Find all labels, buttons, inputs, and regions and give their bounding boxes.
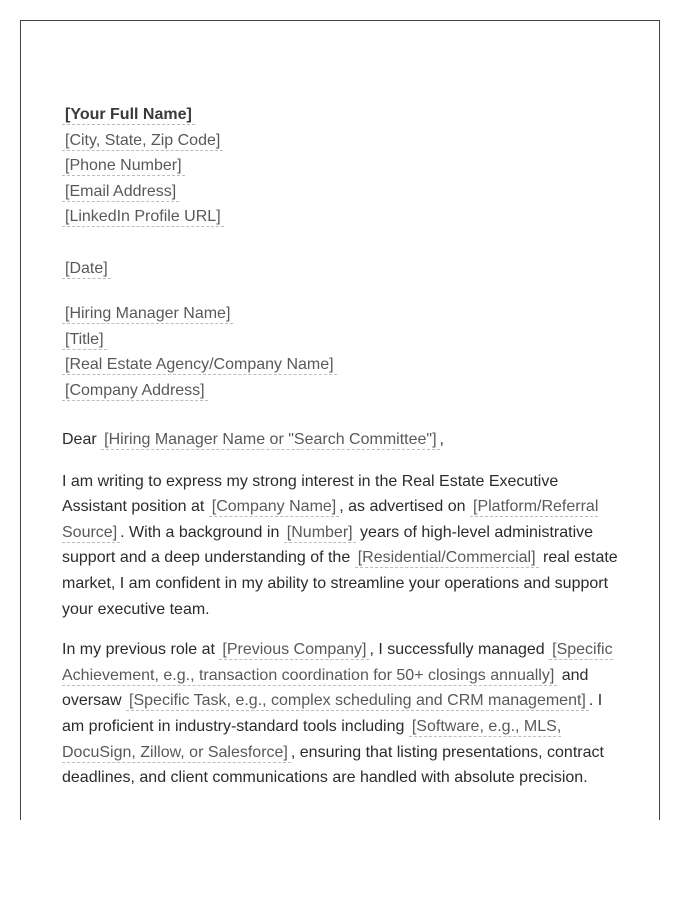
recipient-title-placeholder[interactable]: [Title]: [62, 331, 107, 350]
sender-address-line: [62, 128, 622, 154]
date-line: [62, 256, 622, 282]
specific-task-placeholder[interactable]: [Specific Task, e.g., complex scheduling and CRM management]: [126, 692, 589, 711]
p1-text-4: years of high-level administrative support and a deep understanding of the: [62, 523, 594, 567]
p2-text-5: , ensuring that listing presentations, contract deadlines, and client communications are handled with absolute precision.: [62, 743, 604, 787]
spacer: [62, 281, 622, 301]
salutation: [62, 427, 622, 453]
recipient-company-line: [62, 352, 622, 378]
salutation-suffix: ,: [439, 431, 444, 448]
p1-text-2: , as advertised on: [339, 498, 466, 516]
recipient-name-placeholder[interactable]: [Hiring Manager Name]: [62, 305, 233, 324]
p1-text-5: real estate market, I am confident in my ability to streamline your operations and support your executive team.: [62, 549, 618, 618]
specific-achievement-placeholder[interactable]: [Specific Achievement, e.g., transaction coordination for 50+ closings annually]: [62, 641, 613, 684]
p1-text-3: . With a background in: [120, 523, 280, 541]
p2-text-4: . I am proficient in industry-standard tools including: [62, 692, 603, 735]
sender-email-line: [62, 179, 622, 205]
salutation-prefix: Dear: [62, 431, 97, 448]
sender-email-placeholder[interactable]: [Email Address]: [62, 183, 179, 202]
sender-phone-placeholder[interactable]: [Phone Number]: [62, 157, 185, 176]
p2-text-1: In my previous role at: [62, 641, 215, 659]
years-number-placeholder[interactable]: [Number]: [284, 524, 356, 543]
p2-text-2: , I successfully managed: [369, 641, 545, 659]
p2-text-3: and oversaw: [62, 666, 589, 710]
date-placeholder[interactable]: [Date]: [62, 260, 111, 279]
salutation-name-placeholder[interactable]: [Hiring Manager Name or "Search Committee"]: [101, 431, 439, 450]
p1-text-1: I am writing to express my strong interest in the Real Estate Executive Assistant position at: [62, 472, 559, 516]
document-page: [20, 20, 660, 820]
sender-city-state-zip-placeholder[interactable]: [City, State, Zip Code]: [62, 132, 223, 151]
sender-linkedin-line: [62, 204, 622, 230]
paragraph-experience: [62, 637, 622, 791]
company-name-placeholder[interactable]: [Company Name]: [209, 498, 340, 517]
recipient-company-placeholder[interactable]: [Real Estate Agency/Company Name]: [62, 356, 337, 375]
software-placeholder[interactable]: [Software, e.g., MLS, DocuSign, Zillow, or Salesforce]: [62, 717, 562, 761]
market-type-placeholder[interactable]: [Residential/Commercial]: [355, 549, 539, 568]
sender-name-placeholder[interactable]: [Your Full Name]: [62, 106, 195, 125]
recipient-title-line: [62, 327, 622, 353]
sender-phone-line: [62, 153, 622, 179]
spacer: [62, 230, 622, 256]
spacer: [62, 403, 622, 427]
paragraph-intro: [62, 469, 622, 623]
platform-referral-placeholder[interactable]: [Platform/Referral Source]: [62, 498, 599, 541]
letter-body: [62, 102, 622, 791]
sender-name-line: [62, 102, 622, 128]
recipient-name-line: [62, 301, 622, 327]
recipient-address-placeholder[interactable]: [Company Address]: [62, 382, 208, 401]
sender-linkedin-placeholder[interactable]: [LinkedIn Profile URL]: [62, 208, 224, 227]
recipient-address-line: [62, 378, 622, 404]
previous-company-placeholder[interactable]: [Previous Company]: [219, 641, 369, 660]
